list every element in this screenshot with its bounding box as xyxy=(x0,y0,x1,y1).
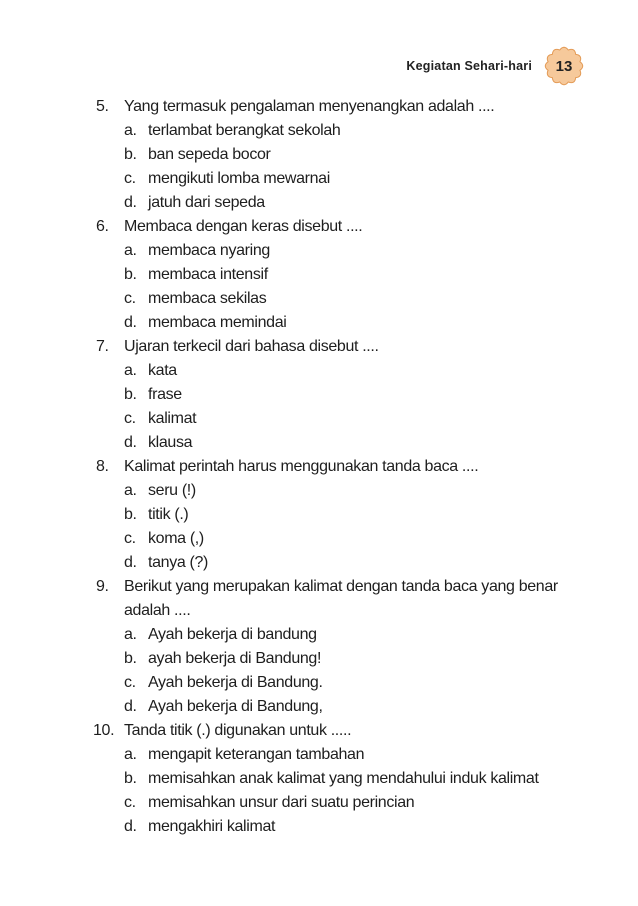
option-b xyxy=(96,143,596,167)
option-c xyxy=(96,791,596,815)
chapter-title: Kegiatan Sehari-hari xyxy=(406,59,532,73)
question-9 xyxy=(96,575,596,719)
question-number: 5. xyxy=(96,98,109,115)
option-list xyxy=(96,119,596,215)
question-number: 10. xyxy=(93,722,115,739)
option-letter: d. xyxy=(124,194,137,211)
question-stem xyxy=(96,575,596,623)
option-d xyxy=(96,431,596,455)
option-letter: b. xyxy=(124,146,137,163)
option-text: ayah bekerja di Bandung! xyxy=(148,650,322,667)
option-letter: c. xyxy=(124,794,136,811)
option-letter: b. xyxy=(124,650,137,667)
option-list xyxy=(96,239,596,335)
option-letter: b. xyxy=(124,266,137,283)
option-c xyxy=(96,287,596,311)
question-number: 7. xyxy=(96,338,109,355)
option-letter: b. xyxy=(124,506,137,523)
page-number: 13 xyxy=(555,57,573,75)
option-list xyxy=(96,359,596,455)
option-c xyxy=(96,407,596,431)
option-d xyxy=(96,815,596,839)
option-b xyxy=(96,383,596,407)
option-text: membaca memindai xyxy=(148,314,287,331)
option-text: koma (,) xyxy=(148,530,204,547)
question-number: 8. xyxy=(96,458,109,475)
option-letter: a. xyxy=(124,242,137,259)
option-b xyxy=(96,263,596,287)
option-d xyxy=(96,551,596,575)
option-a xyxy=(96,119,596,143)
page-header xyxy=(406,46,584,86)
question-text: Kalimat perintah harus menggunakan tanda baca .... xyxy=(124,458,479,475)
option-letter: a. xyxy=(124,626,137,643)
option-b xyxy=(96,503,596,527)
option-text: tanya (?) xyxy=(148,554,208,571)
option-letter: d. xyxy=(124,698,137,715)
option-letter: d. xyxy=(124,434,137,451)
option-text: Ayah bekerja di Bandung. xyxy=(148,674,323,691)
option-text: kata xyxy=(148,362,177,379)
option-text: terlambat berangkat sekolah xyxy=(148,122,341,139)
question-7 xyxy=(96,335,596,455)
question-text: Membaca dengan keras disebut .... xyxy=(124,218,363,235)
option-list xyxy=(96,479,596,575)
option-letter: a. xyxy=(124,482,137,499)
option-a xyxy=(96,479,596,503)
option-a xyxy=(96,239,596,263)
question-stem xyxy=(93,719,596,743)
option-letter: d. xyxy=(124,554,137,571)
option-letter: c. xyxy=(124,530,136,547)
option-d xyxy=(96,311,596,335)
option-d xyxy=(96,191,596,215)
option-letter: c. xyxy=(124,410,136,427)
question-8 xyxy=(96,455,596,575)
question-stem xyxy=(96,335,596,359)
page-number-badge xyxy=(544,46,584,86)
question-text: Berikut yang merupakan kalimat dengan tanda baca yang benar adalah .... xyxy=(124,578,558,619)
option-text: membaca nyaring xyxy=(148,242,270,259)
option-text: mengapit keterangan tambahan xyxy=(148,746,365,763)
option-text: titik (.) xyxy=(148,506,189,523)
option-letter: d. xyxy=(124,314,137,331)
option-letter: a. xyxy=(124,362,137,379)
question-5 xyxy=(96,95,596,215)
option-a xyxy=(96,623,596,647)
option-b xyxy=(96,767,596,791)
option-letter: c. xyxy=(124,674,136,691)
question-6 xyxy=(96,215,596,335)
question-list xyxy=(93,95,596,839)
question-stem xyxy=(96,455,596,479)
question-stem xyxy=(96,215,596,239)
option-c xyxy=(96,671,596,695)
question-number: 6. xyxy=(96,218,109,235)
question-stem xyxy=(96,95,596,119)
question-number: 9. xyxy=(96,578,109,595)
option-text: mengikuti lomba mewarnai xyxy=(148,170,330,187)
option-letter: a. xyxy=(124,746,137,763)
question-text: Tanda titik (.) digunakan untuk ..... xyxy=(124,722,352,739)
option-letter: b. xyxy=(124,770,137,787)
question-10 xyxy=(93,719,596,839)
option-text: Ayah bekerja di bandung xyxy=(148,626,317,643)
option-text: klausa xyxy=(148,434,193,451)
option-text: kalimat xyxy=(148,410,197,427)
option-text: Ayah bekerja di Bandung, xyxy=(148,698,323,715)
question-text: Ujaran terkecil dari bahasa disebut .... xyxy=(124,338,379,355)
option-list xyxy=(96,623,596,719)
option-b xyxy=(96,647,596,671)
option-text: mengakhiri kalimat xyxy=(148,818,276,835)
option-c xyxy=(96,167,596,191)
option-text: memisahkan anak kalimat yang mendahului induk kalimat xyxy=(148,770,539,787)
option-letter: d. xyxy=(124,818,137,835)
option-letter: a. xyxy=(124,122,137,139)
option-text: seru (!) xyxy=(148,482,196,499)
option-list xyxy=(96,743,596,839)
option-text: membaca sekilas xyxy=(148,290,267,307)
option-letter: b. xyxy=(124,386,137,403)
option-c xyxy=(96,527,596,551)
option-text: memisahkan unsur dari suatu perincian xyxy=(148,794,415,811)
option-text: frase xyxy=(148,386,182,403)
option-text: jatuh dari sepeda xyxy=(148,194,265,211)
option-d xyxy=(96,695,596,719)
question-text: Yang termasuk pengalaman menyenangkan adalah .... xyxy=(124,98,495,115)
option-a xyxy=(96,743,596,767)
option-text: ban sepeda bocor xyxy=(148,146,271,163)
option-a xyxy=(96,359,596,383)
option-letter: c. xyxy=(124,290,136,307)
option-text: membaca intensif xyxy=(148,266,268,283)
option-letter: c. xyxy=(124,170,136,187)
